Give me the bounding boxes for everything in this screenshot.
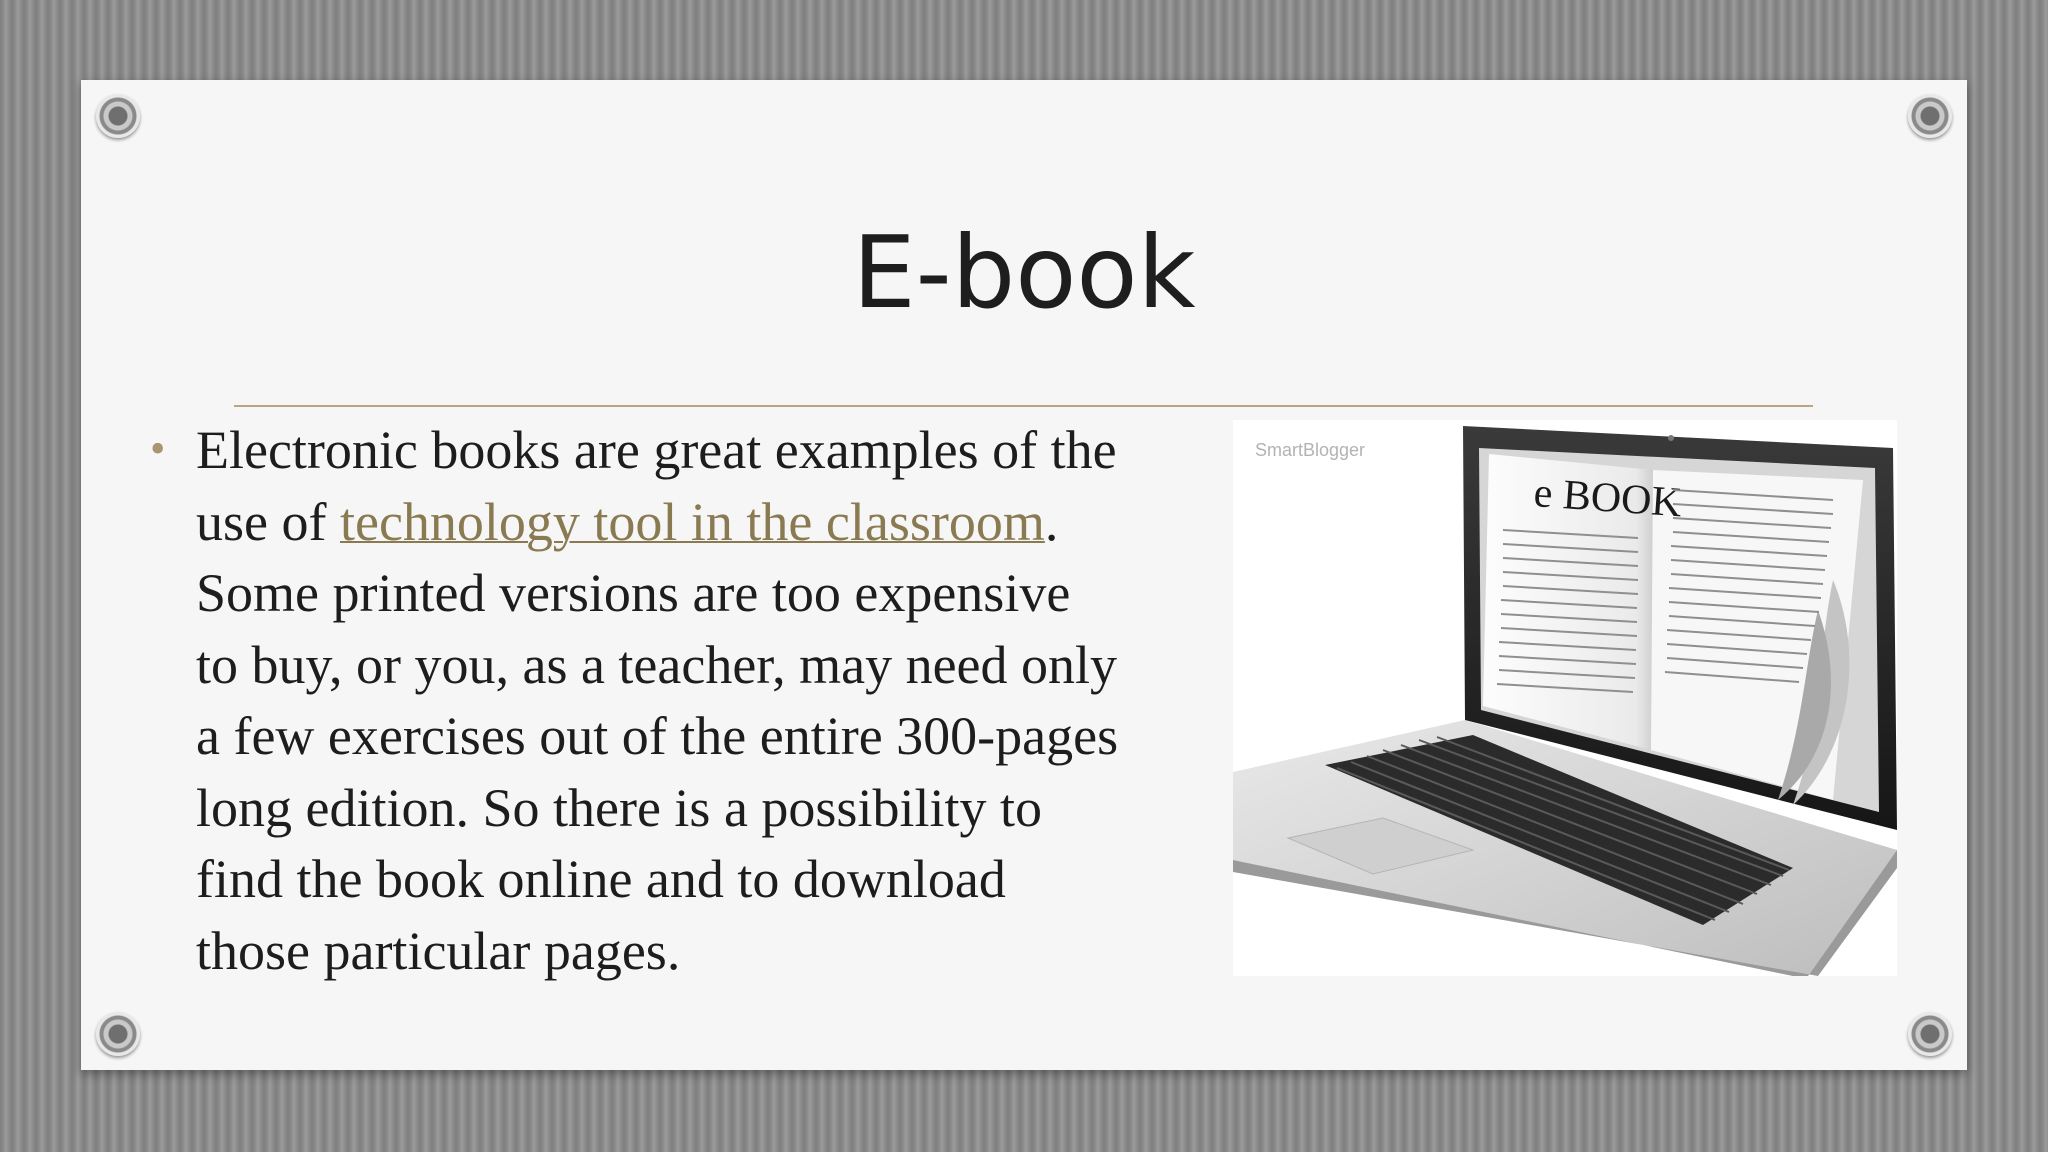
laptop-illustration: [1233, 420, 1897, 976]
body-line: to buy, or you, as a teacher, may need only: [196, 634, 1118, 695]
screen-label: e BOOK: [1532, 470, 1684, 527]
watermark: SmartBlogger: [1255, 440, 1366, 460]
body-line: those particular pages.: [196, 920, 681, 981]
body-paragraph: [196, 415, 1256, 987]
body-line: find the book online and to download: [196, 849, 1006, 909]
rivet-icon: [1908, 1012, 1952, 1056]
body-line: long edition. So there is a possibility to: [196, 777, 1042, 838]
body-line: Some printed versions are too expensive: [196, 563, 1071, 623]
title-divider: [234, 405, 1813, 407]
body-line: use of: [196, 491, 340, 552]
body-line: Electronic books are great examples of the: [196, 420, 1117, 480]
rivet-icon: [1908, 94, 1952, 138]
ebook-laptop-image: [1233, 420, 1897, 976]
technology-tool-link[interactable]: technology tool in the classroom: [339, 491, 1045, 552]
body-line: a few exercises out of the entire 300-pages: [196, 706, 1119, 766]
body-line: .: [1044, 491, 1059, 552]
webcam-icon: [1668, 435, 1674, 441]
rivet-icon: [96, 1012, 140, 1056]
bullet-icon: •: [150, 424, 166, 473]
rivet-icon: [96, 94, 140, 138]
slide: [81, 80, 1967, 1070]
slide-title: E-book: [852, 214, 1196, 331]
